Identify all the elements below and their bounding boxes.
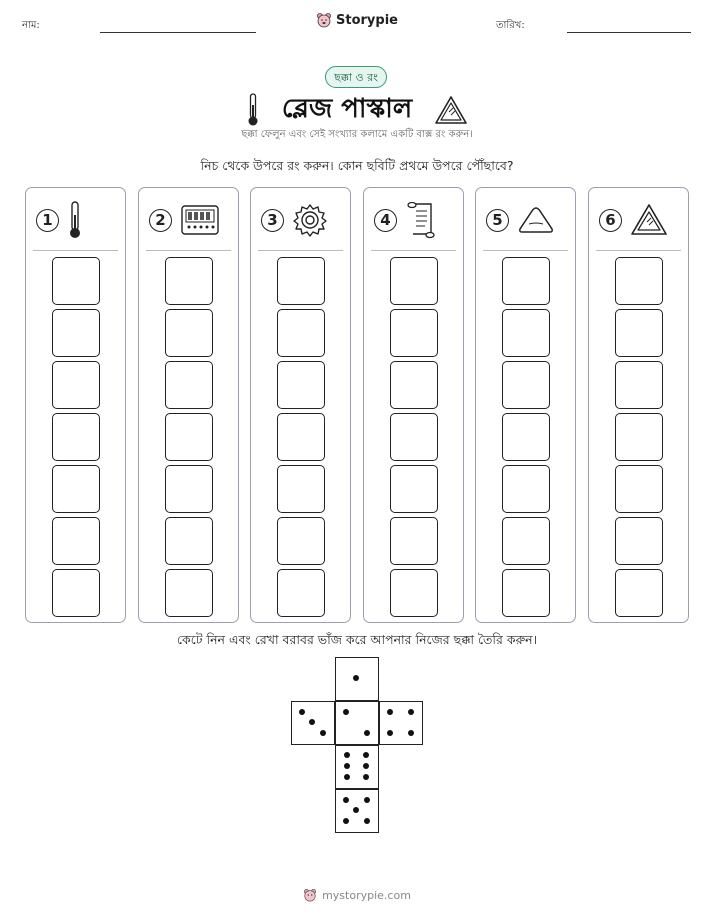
brand-name: Storypie (336, 12, 398, 28)
color-box[interactable] (502, 413, 550, 461)
date-line[interactable] (567, 32, 691, 33)
thermometer-icon (67, 200, 83, 240)
race-column-1 (25, 187, 126, 623)
color-box[interactable] (277, 569, 325, 617)
color-box[interactable] (502, 517, 550, 565)
color-box[interactable] (277, 413, 325, 461)
color-box[interactable] (502, 569, 550, 617)
color-box[interactable] (615, 257, 663, 305)
column-number: 3 (261, 209, 284, 232)
column-number: 4 (374, 209, 397, 232)
cut-instruction: কেটে নিন এবং রেখা বরাবর ভাঁজ করে আপনার নিজের ছক্কা তৈরি করুন। (176, 632, 538, 647)
color-box[interactable] (615, 361, 663, 409)
color-box[interactable] (165, 517, 213, 565)
die-face-6 (335, 745, 379, 789)
column-number: 2 (149, 209, 172, 232)
color-box[interactable] (390, 413, 438, 461)
bear-mascot-icon (303, 888, 317, 902)
race-column-3 (250, 187, 351, 623)
column-number: 1 (36, 209, 59, 232)
color-box[interactable] (502, 465, 550, 513)
color-box[interactable] (165, 309, 213, 357)
color-box[interactable] (165, 465, 213, 513)
color-box[interactable] (615, 569, 663, 617)
brand-logo (0, 12, 714, 28)
column-number: 6 (599, 209, 622, 232)
page-title: ব্লেজ পাস্কাল (281, 94, 413, 124)
color-box[interactable] (615, 465, 663, 513)
die-face-5 (335, 789, 379, 833)
color-box[interactable] (165, 361, 213, 409)
activity-tag: ছক্কা ও রং (325, 66, 387, 88)
rounded-triangle-icon (517, 205, 555, 235)
color-box[interactable] (390, 517, 438, 565)
color-box[interactable] (502, 361, 550, 409)
die-face-2 (335, 701, 379, 745)
page-subtitle: ছক্কা ফেলুন এবং সেই সংখ্যার কলামে একটি বাক্স রং করুন। (241, 129, 473, 140)
triangle-prism-icon (630, 203, 668, 237)
color-box[interactable] (277, 361, 325, 409)
color-box[interactable] (52, 257, 100, 305)
calculator-machine-icon (180, 202, 220, 238)
color-box[interactable] (390, 257, 438, 305)
column-number: 5 (486, 209, 509, 232)
color-box[interactable] (52, 517, 100, 565)
footer-url[interactable]: mystorypie.com (322, 888, 411, 902)
bear-mascot-icon (316, 12, 332, 28)
color-box[interactable] (52, 309, 100, 357)
color-box[interactable] (502, 309, 550, 357)
race-column-2 (138, 187, 239, 623)
color-box[interactable] (52, 361, 100, 409)
color-box[interactable] (165, 257, 213, 305)
color-box[interactable] (52, 413, 100, 461)
color-box[interactable] (615, 309, 663, 357)
color-box[interactable] (390, 361, 438, 409)
color-box[interactable] (165, 413, 213, 461)
die-face-4 (379, 701, 423, 745)
game-instruction: নিচ থেকে উপরে রং করুন। কোন ছবিটি প্রথমে উপরে পৌঁছাবে? (200, 158, 514, 173)
color-box[interactable] (502, 257, 550, 305)
color-box[interactable] (615, 413, 663, 461)
triangle-prism-icon (434, 95, 468, 125)
die-face-1 (335, 657, 379, 701)
color-box[interactable] (277, 309, 325, 357)
race-column-6 (588, 187, 689, 623)
thermometer-icon (246, 93, 260, 127)
race-column-5 (475, 187, 576, 623)
color-box[interactable] (390, 309, 438, 357)
color-box[interactable] (52, 569, 100, 617)
color-box[interactable] (390, 569, 438, 617)
footer (0, 888, 714, 902)
scroll-icon (405, 200, 437, 240)
date-label: তারিখ: (496, 20, 525, 31)
color-box[interactable] (277, 517, 325, 565)
name-line[interactable] (100, 32, 256, 33)
color-box[interactable] (165, 569, 213, 617)
color-box[interactable] (52, 465, 100, 513)
color-box[interactable] (277, 257, 325, 305)
color-box[interactable] (615, 517, 663, 565)
name-label: নাম: (22, 20, 40, 31)
color-box[interactable] (277, 465, 325, 513)
die-face-3 (291, 701, 335, 745)
gear-icon (292, 202, 328, 238)
race-column-4 (363, 187, 464, 623)
color-box[interactable] (390, 465, 438, 513)
